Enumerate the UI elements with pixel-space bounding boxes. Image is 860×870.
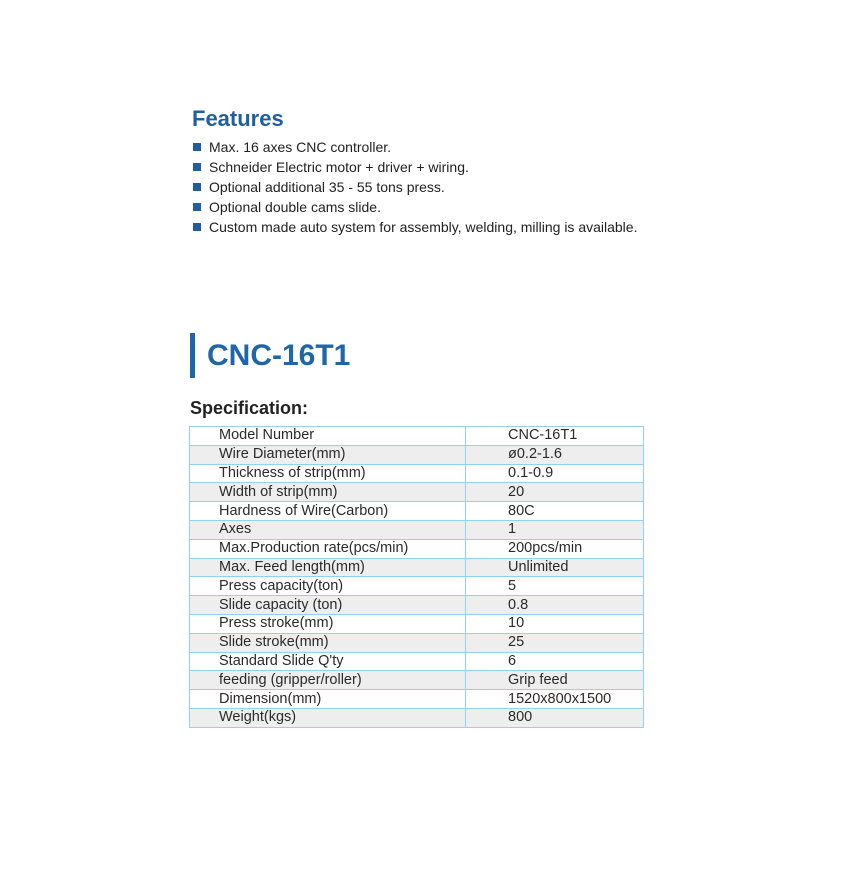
spec-label-cell: Weight(kgs) bbox=[190, 708, 466, 727]
feature-item bbox=[192, 177, 712, 197]
table-row bbox=[190, 445, 644, 464]
feature-item bbox=[192, 137, 712, 157]
feature-item bbox=[192, 197, 712, 217]
spec-value-cell: 200pcs/min bbox=[466, 539, 644, 558]
spec-label-cell: feeding (gripper/roller) bbox=[190, 671, 466, 690]
feature-text: Schneider Electric motor + driver + wiring. bbox=[209, 159, 469, 175]
table-row bbox=[190, 652, 644, 671]
features-section bbox=[192, 106, 712, 237]
spec-value-cell: CNC-16T1 bbox=[466, 427, 644, 446]
table-row bbox=[190, 464, 644, 483]
spec-value-cell: 10 bbox=[466, 614, 644, 633]
spec-label-cell: Slide stroke(mm) bbox=[190, 633, 466, 652]
feature-text: Max. 16 axes CNC controller. bbox=[209, 139, 392, 155]
spec-label-cell: Press capacity(ton) bbox=[190, 577, 466, 596]
features-title: Features bbox=[192, 106, 284, 131]
spec-label-cell: Model Number bbox=[190, 427, 466, 446]
square-bullet-icon bbox=[193, 203, 201, 211]
spec-label-cell: Hardness of Wire(Carbon) bbox=[190, 502, 466, 521]
spec-label-cell: Wire Diameter(mm) bbox=[190, 445, 466, 464]
feature-item bbox=[192, 217, 712, 237]
spec-label-cell: Max.Production rate(pcs/min) bbox=[190, 539, 466, 558]
table-row bbox=[190, 614, 644, 633]
spec-value-cell: 1 bbox=[466, 520, 644, 539]
table-row bbox=[190, 483, 644, 502]
model-title: CNC-16T1 bbox=[207, 339, 351, 372]
spec-value-cell: 5 bbox=[466, 577, 644, 596]
table-row bbox=[190, 708, 644, 727]
specification-heading: Specification: bbox=[190, 398, 309, 418]
spec-value-cell: 25 bbox=[466, 633, 644, 652]
spec-label-cell: Slide capacity (ton) bbox=[190, 596, 466, 615]
spec-value-cell: 0.8 bbox=[466, 596, 644, 615]
square-bullet-icon bbox=[193, 223, 201, 231]
table-row bbox=[190, 596, 644, 615]
table-row bbox=[190, 690, 644, 709]
feature-item bbox=[192, 157, 712, 177]
spec-value-cell: Grip feed bbox=[466, 671, 644, 690]
table-row bbox=[190, 520, 644, 539]
specification-table bbox=[189, 426, 644, 728]
square-bullet-icon bbox=[193, 163, 201, 171]
features-list bbox=[192, 137, 712, 237]
spec-label-cell: Standard Slide Q'ty bbox=[190, 652, 466, 671]
table-row bbox=[190, 577, 644, 596]
table-row bbox=[190, 671, 644, 690]
spec-value-cell: 80C bbox=[466, 502, 644, 521]
spec-value-cell: 1520x800x1500 bbox=[466, 690, 644, 709]
table-row bbox=[190, 427, 644, 446]
spec-label-cell: Max. Feed length(mm) bbox=[190, 558, 466, 577]
spec-value-cell: Unlimited bbox=[466, 558, 644, 577]
specification-table-body bbox=[190, 427, 644, 728]
spec-value-cell: 20 bbox=[466, 483, 644, 502]
spec-value-cell: 6 bbox=[466, 652, 644, 671]
feature-text: Custom made auto system for assembly, welding, milling is available. bbox=[209, 219, 638, 235]
spec-value-cell: 0.1-0.9 bbox=[466, 464, 644, 483]
spec-label-cell: Width of strip(mm) bbox=[190, 483, 466, 502]
feature-text: Optional double cams slide. bbox=[209, 199, 381, 215]
feature-text: Optional additional 35 - 55 tons press. bbox=[209, 179, 445, 195]
spec-label-cell: Dimension(mm) bbox=[190, 690, 466, 709]
spec-label-cell: Thickness of strip(mm) bbox=[190, 464, 466, 483]
table-row bbox=[190, 539, 644, 558]
square-bullet-icon bbox=[193, 183, 201, 191]
square-bullet-icon bbox=[193, 143, 201, 151]
spec-value-cell: ø0.2-1.6 bbox=[466, 445, 644, 464]
spec-value-cell: 800 bbox=[466, 708, 644, 727]
spec-label-cell: Axes bbox=[190, 520, 466, 539]
model-title-accent-bar bbox=[190, 333, 195, 378]
table-row bbox=[190, 633, 644, 652]
table-row bbox=[190, 558, 644, 577]
spec-label-cell: Press stroke(mm) bbox=[190, 614, 466, 633]
table-row bbox=[190, 502, 644, 521]
